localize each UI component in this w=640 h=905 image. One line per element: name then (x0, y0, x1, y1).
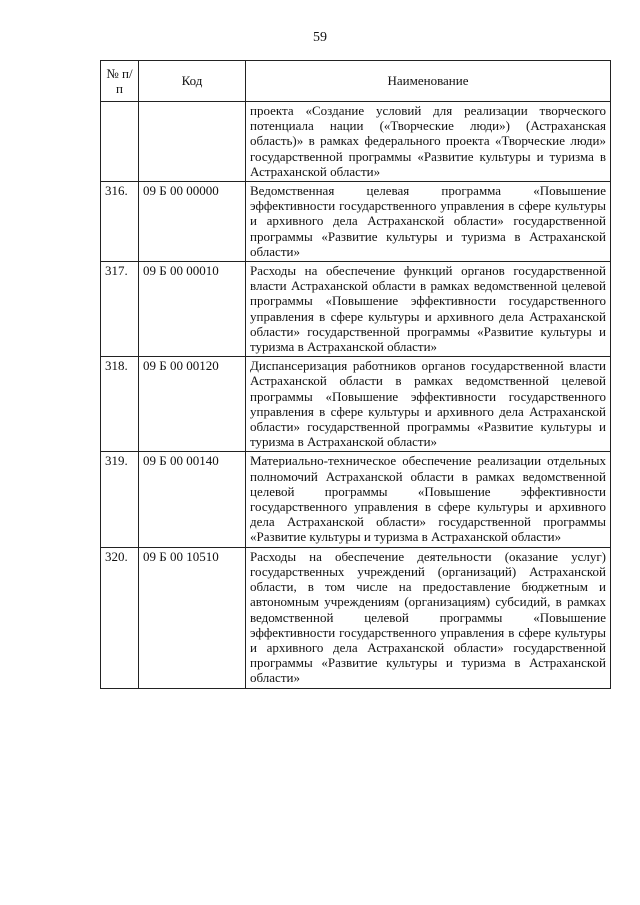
row-number: 317. (101, 262, 139, 357)
row-number: 319. (101, 452, 139, 547)
row-name: Расходы на обеспечение деятельности (оказание услуг) государственных учреждений (организаций) Астраханской области, в том числе на предоставление бюджетным и автономным учреждениям (организациям) субсидий, в рамках ведомственной целевой программы «Повышение эффективности государственного управления в сфере культуры и архивного дела Астраханской области» государственной программы «Развитие культуры и туризма в Астраханской области» (246, 547, 611, 688)
row-code: 09 Б 00 00000 (139, 182, 246, 262)
row-code: 09 Б 00 00120 (139, 357, 246, 452)
table-row (101, 182, 611, 262)
table-row (101, 102, 611, 182)
row-name: Материально-техническое обеспечение реализации отдельных полномочий Астраханской области в рамках ведомственной целевой программы «Повышение эффективности государственного управления в сфере культуры и архивного дела Астраханской области» государственной программы «Развитие культуры и туризма в Астраханской области» (246, 452, 611, 547)
row-number (101, 102, 139, 182)
page-number: 59 (313, 30, 327, 45)
header-number: № п/п (101, 61, 139, 102)
table-header-row (101, 61, 611, 102)
header-code: Код (139, 61, 246, 102)
budget-classification-table (100, 60, 611, 689)
row-name: Ведомственная целевая программа «Повышение эффективности государственного управления в сфере культуры и архивного дела Астраханской области» государственной программы «Развитие культуры и туризма в Астраханской области» (246, 182, 611, 262)
table-row (101, 547, 611, 688)
row-code: 09 Б 00 00140 (139, 452, 246, 547)
row-code: 09 Б 00 00010 (139, 262, 246, 357)
header-name: Наименование (246, 61, 611, 102)
row-number: 318. (101, 357, 139, 452)
row-name: Расходы на обеспечение функций органов государственной власти Астраханской области в рамках ведомственной целевой программы «Повышение эффективности государственного управления в сфере культуры и архивного дела Астраханской области» государственной программы «Развитие культуры и туризма в Астраханской области» (246, 262, 611, 357)
table-row (101, 262, 611, 357)
row-number: 316. (101, 182, 139, 262)
row-number: 320. (101, 547, 139, 688)
table-row (101, 357, 611, 452)
row-name: Диспансеризация работников органов государственной власти Астраханской области в рамках ведомственной целевой программы «Повышение эффективности государственного управления в сфере культуры и архивного дела Астраханской области» государственной программы «Развитие культуры и туризма в Астраханской области» (246, 357, 611, 452)
table-row (101, 452, 611, 547)
row-name: проекта «Создание условий для реализации творческого потенциала нации («Творческие люди») (Астраханская область)» в рамках федерального проекта «Творческие люди» государственной программы «Развитие культуры и туризма в Астраханской области» (246, 102, 611, 182)
row-code (139, 102, 246, 182)
row-code: 09 Б 00 10510 (139, 547, 246, 688)
